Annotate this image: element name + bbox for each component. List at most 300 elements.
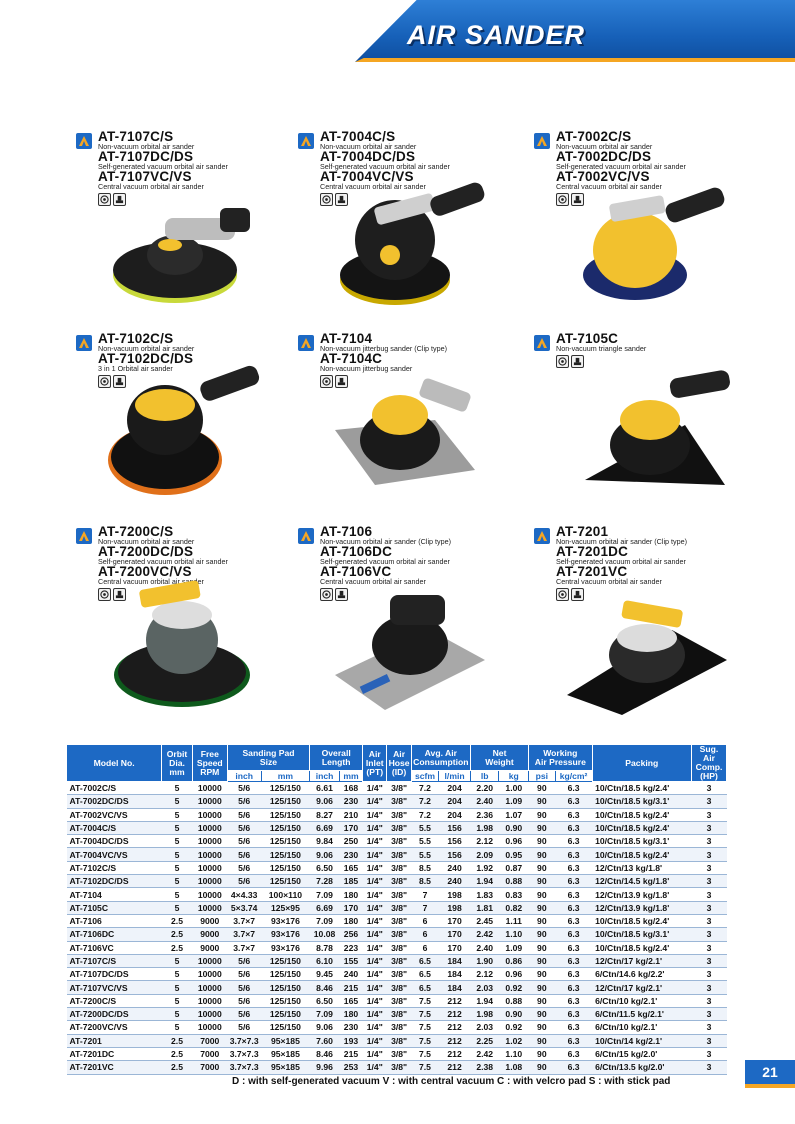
table-cell-packing: 12/Ctn/13 kg/1.8' xyxy=(592,861,691,874)
table-cell: 1/4" xyxy=(363,795,387,808)
table-row xyxy=(67,994,727,1007)
model-description: Non-vacuum orbital air sander xyxy=(98,142,195,151)
table-cell: 90 xyxy=(529,1008,555,1021)
table-cell: 1.81 xyxy=(470,901,499,914)
table-cell: 180 xyxy=(339,914,362,927)
table-cell: 253 xyxy=(339,1061,362,1074)
table-row xyxy=(67,914,727,927)
table-cell-model: AT-7002C/S xyxy=(67,782,162,795)
table-cell: 1/4" xyxy=(363,835,387,848)
tool-image-7105 xyxy=(575,370,740,495)
table-cell: 6.3 xyxy=(555,795,592,808)
table-cell: 125/150 xyxy=(261,782,310,795)
table-cell: 3.7×7.3 xyxy=(227,1061,261,1074)
table-cell: 7.28 xyxy=(310,875,340,888)
table-cell: 6.5 xyxy=(411,981,438,994)
brand-logo-icon xyxy=(298,528,314,544)
table-cell: 3 xyxy=(691,1047,726,1060)
table-cell-model: AT-7201 xyxy=(67,1034,162,1047)
table-cell: 90 xyxy=(529,954,555,967)
table-cell: 3/8" xyxy=(387,835,411,848)
model-name: AT-7200C/S xyxy=(98,524,174,539)
table-cell: 8.27 xyxy=(310,808,340,821)
table-row xyxy=(67,875,727,888)
table-cell-model: AT-7200C/S xyxy=(67,994,162,1007)
model-name: AT-7002C/S xyxy=(556,129,632,144)
orbit-pad-icon xyxy=(556,193,569,206)
table-cell: 9.06 xyxy=(310,848,340,861)
table-cell: 6.5 xyxy=(411,954,438,967)
tool-image-7107 xyxy=(110,200,260,310)
table-cell: 6.3 xyxy=(555,1021,592,1034)
table-cell: 1/4" xyxy=(363,1034,387,1047)
model-name: AT-7107DC/DS xyxy=(98,149,194,164)
brand-logo-icon xyxy=(76,133,92,149)
table-cell: 240 xyxy=(439,861,471,874)
table-cell: 170 xyxy=(439,928,471,941)
table-cell: 93×176 xyxy=(261,914,310,927)
table-cell-packing: 6/Ctn/13.5 kg/2.0' xyxy=(592,1061,691,1074)
col-pad: Sanding Pad Size xyxy=(227,745,310,771)
table-cell: 2.12 xyxy=(470,968,499,981)
model-description: Self-generated vacuum orbital air sander xyxy=(98,557,228,566)
table-cell-model: AT-7105C xyxy=(67,901,162,914)
table-cell: 6.61 xyxy=(310,782,340,795)
table-cell: 90 xyxy=(529,1021,555,1034)
table-cell: 7.5 xyxy=(411,1061,438,1074)
table-cell: 1/4" xyxy=(363,1061,387,1074)
model-name: AT-7106VC xyxy=(320,564,392,579)
table-cell: 6.3 xyxy=(555,928,592,941)
table-cell: 204 xyxy=(439,808,471,821)
table-cell: 6.3 xyxy=(555,914,592,927)
table-cell: 0.83 xyxy=(499,888,529,901)
table-cell: 3/8" xyxy=(387,954,411,967)
model-name: AT-7104 xyxy=(320,331,373,346)
table-cell: 2.03 xyxy=(470,1021,499,1034)
table-cell-packing: 10/Ctn/18.5 kg/2.4' xyxy=(592,941,691,954)
model-name: AT-7201DC xyxy=(556,544,629,559)
model-name: AT-7201 xyxy=(556,524,609,539)
table-cell: 125/150 xyxy=(261,848,310,861)
table-cell: 90 xyxy=(529,888,555,901)
table-cell: 10000 xyxy=(192,875,227,888)
table-cell: 198 xyxy=(439,888,471,901)
orbit-pad-icon xyxy=(556,355,569,368)
table-cell-model: AT-7107VC/VS xyxy=(67,981,162,994)
table-cell: 6 xyxy=(411,941,438,954)
table-row xyxy=(67,968,727,981)
table-cell: 1.90 xyxy=(470,954,499,967)
table-cell: 6.3 xyxy=(555,994,592,1007)
table-cell-packing: 12/Ctn/17 kg/2.1' xyxy=(592,954,691,967)
table-cell: 2.40 xyxy=(470,795,499,808)
table-cell: 2.03 xyxy=(470,981,499,994)
table-cell: 2.12 xyxy=(470,835,499,848)
sub-pressure-kgcm2: kg/cm² xyxy=(555,771,592,782)
feature-icons xyxy=(556,355,774,368)
table-cell: 1/4" xyxy=(363,861,387,874)
table-cell: 0.96 xyxy=(499,968,529,981)
sub-pad-inch: inch xyxy=(227,771,261,782)
table-cell: 165 xyxy=(339,861,362,874)
table-cell: 210 xyxy=(339,808,362,821)
sub-pad-mm: mm xyxy=(261,771,310,782)
table-cell-packing: 6/Ctn/11.5 kg/2.1' xyxy=(592,1008,691,1021)
table-cell: 4×4.33 xyxy=(227,888,261,901)
table-cell: 3/8" xyxy=(387,994,411,1007)
table-cell: 212 xyxy=(439,1061,471,1074)
table-cell-packing: 6/Ctn/15 kg/2.0' xyxy=(592,1047,691,1060)
table-cell: 6.3 xyxy=(555,1061,592,1074)
table-cell: 6.3 xyxy=(555,1047,592,1060)
table-cell: 1/4" xyxy=(363,981,387,994)
model-name: AT-7200DC/DS xyxy=(98,544,194,559)
table-cell: 2.09 xyxy=(470,848,499,861)
model-name: AT-7107C/S xyxy=(98,129,174,144)
table-cell: 5/6 xyxy=(227,821,261,834)
table-cell: 1.92 xyxy=(470,861,499,874)
table-cell: 3 xyxy=(691,861,726,874)
table-cell-model: AT-7107DC/DS xyxy=(67,968,162,981)
table-cell: 3/8" xyxy=(387,821,411,834)
table-cell: 5 xyxy=(162,888,193,901)
table-cell: 6.3 xyxy=(555,968,592,981)
header-stripe xyxy=(355,58,795,62)
table-cell: 90 xyxy=(529,848,555,861)
table-cell: 0.90 xyxy=(499,821,529,834)
table-cell: 10000 xyxy=(192,821,227,834)
col-model: Model No. xyxy=(67,745,162,782)
model-name: AT-7200VC/VS xyxy=(98,564,192,579)
col-packing: Packing xyxy=(592,745,691,782)
table-cell: 6.3 xyxy=(555,941,592,954)
table-cell: 1.98 xyxy=(470,821,499,834)
table-cell: 10000 xyxy=(192,808,227,821)
table-cell: 5 xyxy=(162,782,193,795)
col-length: Overall Length xyxy=(310,745,363,771)
table-cell: 5 xyxy=(162,1008,193,1021)
table-cell: 9000 xyxy=(192,914,227,927)
table-cell: 1/4" xyxy=(363,782,387,795)
table-cell: 5 xyxy=(162,835,193,848)
table-cell: 10000 xyxy=(192,1021,227,1034)
table-cell-model: AT-7002VC/VS xyxy=(67,808,162,821)
table-cell: 5/6 xyxy=(227,848,261,861)
table-cell-packing: 10/Ctn/18.5 kg/2.4' xyxy=(592,808,691,821)
table-cell: 90 xyxy=(529,994,555,1007)
table-cell-model: AT-7200DC/DS xyxy=(67,1008,162,1021)
table-cell-model: AT-7104 xyxy=(67,888,162,901)
model-name: AT-7102C/S xyxy=(98,331,174,346)
table-row xyxy=(67,1047,727,1060)
table-cell: 7 xyxy=(411,888,438,901)
table-cell: 5/6 xyxy=(227,968,261,981)
table-cell: 9.84 xyxy=(310,835,340,848)
table-cell: 125/150 xyxy=(261,994,310,1007)
product-block xyxy=(534,333,774,368)
table-cell: 10000 xyxy=(192,861,227,874)
col-comp: Sug. Air Comp. (HP) xyxy=(691,745,726,782)
table-cell: 250 xyxy=(339,835,362,848)
table-cell: 6.69 xyxy=(310,901,340,914)
col-inlet: Air Inlet (PT) xyxy=(363,745,387,782)
table-cell-model: AT-7106DC xyxy=(67,928,162,941)
table-cell: 1/4" xyxy=(363,875,387,888)
table-cell: 5 xyxy=(162,861,193,874)
table-cell: 0.92 xyxy=(499,981,529,994)
table-cell: 3/8" xyxy=(387,941,411,954)
table-cell: 1/4" xyxy=(363,928,387,941)
tool-image-7201 xyxy=(562,600,732,715)
table-cell: 170 xyxy=(439,941,471,954)
table-cell-packing: 10/Ctn/18.5 kg/3.1' xyxy=(592,928,691,941)
table-cell: 1/4" xyxy=(363,954,387,967)
table-cell: 1.08 xyxy=(499,1061,529,1074)
table-cell: 10000 xyxy=(192,954,227,967)
table-cell: 7.09 xyxy=(310,1008,340,1021)
sub-length-inch: inch xyxy=(310,771,340,782)
table-row xyxy=(67,981,727,994)
table-cell: 5.5 xyxy=(411,835,438,848)
table-cell: 1/4" xyxy=(363,1047,387,1060)
table-cell-model: AT-7106 xyxy=(67,914,162,927)
table-cell: 10000 xyxy=(192,795,227,808)
table-cell: 9.06 xyxy=(310,795,340,808)
table-cell-packing: 10/Ctn/18.5 kg/2.4' xyxy=(592,848,691,861)
table-cell: 212 xyxy=(439,994,471,1007)
table-cell: 240 xyxy=(339,968,362,981)
table-cell: 156 xyxy=(439,835,471,848)
table-cell: 230 xyxy=(339,848,362,861)
table-cell: 125/150 xyxy=(261,835,310,848)
table-cell: 204 xyxy=(439,795,471,808)
model-description: Non-vacuum orbital air sander xyxy=(556,142,653,151)
tool-image-7004 xyxy=(335,180,495,310)
table-cell: 10000 xyxy=(192,968,227,981)
table-cell: 170 xyxy=(339,821,362,834)
table-cell: 6.3 xyxy=(555,901,592,914)
table-cell: 184 xyxy=(439,981,471,994)
table-cell-packing: 6/Ctn/10 kg/2.1' xyxy=(592,994,691,1007)
table-cell: 3.7×7 xyxy=(227,928,261,941)
table-cell: 5/6 xyxy=(227,875,261,888)
table-cell: 90 xyxy=(529,941,555,954)
table-cell: 3/8" xyxy=(387,1047,411,1060)
table-cell: 3 xyxy=(691,888,726,901)
table-cell: 184 xyxy=(439,968,471,981)
model-description: Self-generated vacuum orbital air sander xyxy=(556,557,686,566)
table-cell: 1.10 xyxy=(499,1047,529,1060)
table-cell: 9000 xyxy=(192,941,227,954)
table-cell: 6.3 xyxy=(555,888,592,901)
tool-image-7106 xyxy=(330,590,490,715)
table-cell: 230 xyxy=(339,1021,362,1034)
table-cell: 125/150 xyxy=(261,968,310,981)
table-cell: 180 xyxy=(339,888,362,901)
table-cell: 3/8" xyxy=(387,808,411,821)
table-cell: 90 xyxy=(529,795,555,808)
table-cell: 3/8" xyxy=(387,782,411,795)
table-cell: 2.5 xyxy=(162,914,193,927)
table-cell: 5 xyxy=(162,981,193,994)
table-cell: 165 xyxy=(339,994,362,1007)
table-row xyxy=(67,928,727,941)
table-cell: 3.7×7 xyxy=(227,914,261,927)
table-cell: 3/8" xyxy=(387,888,411,901)
table-cell: 93×176 xyxy=(261,941,310,954)
table-cell: 90 xyxy=(529,968,555,981)
table-row xyxy=(67,821,727,834)
table-header-row xyxy=(67,745,727,771)
model-name: AT-7004DC/DS xyxy=(320,149,416,164)
table-cell-packing: 10/Ctn/18.5 kg/2.4' xyxy=(592,821,691,834)
table-cell: 10000 xyxy=(192,901,227,914)
table-cell: 3 xyxy=(691,1008,726,1021)
table-cell: 93×176 xyxy=(261,928,310,941)
table-cell: 2.5 xyxy=(162,941,193,954)
table-cell: 230 xyxy=(339,795,362,808)
table-cell: 1/4" xyxy=(363,808,387,821)
table-cell: 5 xyxy=(162,901,193,914)
table-cell: 2.5 xyxy=(162,1034,193,1047)
table-cell: 1.00 xyxy=(499,782,529,795)
table-cell: 7.5 xyxy=(411,1034,438,1047)
table-cell: 5 xyxy=(162,875,193,888)
table-cell: 5/6 xyxy=(227,808,261,821)
table-cell: 5/6 xyxy=(227,795,261,808)
table-cell: 204 xyxy=(439,782,471,795)
table-cell: 2.42 xyxy=(470,928,499,941)
model-description: Central vacuum orbital air sander xyxy=(98,182,204,191)
table-cell: 90 xyxy=(529,928,555,941)
table-cell: 125/150 xyxy=(261,875,310,888)
table-cell: 90 xyxy=(529,782,555,795)
table-cell-packing: 12/Ctn/14.5 kg/1.8' xyxy=(592,875,691,888)
product-names xyxy=(556,333,774,368)
product-names xyxy=(556,526,774,601)
table-cell: 7.60 xyxy=(310,1034,340,1047)
table-cell: 212 xyxy=(439,1021,471,1034)
table-cell: 215 xyxy=(339,981,362,994)
table-cell: 10000 xyxy=(192,981,227,994)
model-description: Central vacuum orbital air sander xyxy=(556,577,662,586)
table-cell: 90 xyxy=(529,981,555,994)
table-cell: 3 xyxy=(691,808,726,821)
table-cell: 2.36 xyxy=(470,808,499,821)
table-cell: 3 xyxy=(691,981,726,994)
table-cell: 6.3 xyxy=(555,848,592,861)
table-cell: 5/6 xyxy=(227,782,261,795)
table-cell: 6.50 xyxy=(310,994,340,1007)
table-cell: 240 xyxy=(439,875,471,888)
table-row xyxy=(67,1008,727,1021)
table-cell: 5/6 xyxy=(227,861,261,874)
table-row xyxy=(67,861,727,874)
table-cell: 6.3 xyxy=(555,861,592,874)
model-name: AT-7002DC/DS xyxy=(556,149,652,164)
table-cell: 125/150 xyxy=(261,954,310,967)
page-number-stripe xyxy=(745,1084,795,1088)
table-cell: 2.45 xyxy=(470,914,499,927)
table-cell: 1.09 xyxy=(499,795,529,808)
model-description: Non-vacuum jitterbug sander (Clip type) xyxy=(320,344,448,353)
table-cell: 5 xyxy=(162,954,193,967)
table-cell: 9.96 xyxy=(310,1061,340,1074)
table-cell: 3 xyxy=(691,782,726,795)
table-cell: 7.2 xyxy=(411,795,438,808)
table-row xyxy=(67,1034,727,1047)
table-row xyxy=(67,941,727,954)
sub-cons-lmin: l/min xyxy=(439,771,471,782)
table-cell: 6.50 xyxy=(310,861,340,874)
table-cell: 1.07 xyxy=(499,808,529,821)
table-cell: 1.09 xyxy=(499,941,529,954)
table-cell: 3/8" xyxy=(387,848,411,861)
table-cell: 3/8" xyxy=(387,981,411,994)
table-cell: 6 xyxy=(411,928,438,941)
table-cell: 3 xyxy=(691,1061,726,1074)
table-cell: 6.5 xyxy=(411,968,438,981)
table-cell: 212 xyxy=(439,1008,471,1021)
model-description: Central vacuum orbital air sander xyxy=(320,577,426,586)
table-cell: 184 xyxy=(439,954,471,967)
table-cell: 5 xyxy=(162,994,193,1007)
brand-logo-icon xyxy=(298,335,314,351)
table-cell: 10000 xyxy=(192,848,227,861)
table-cell: 212 xyxy=(439,1047,471,1060)
model-description: 3 in 1 Orbital air sander xyxy=(98,364,173,373)
table-cell: 5/6 xyxy=(227,981,261,994)
col-hose: Air Hose (ID) xyxy=(387,745,411,782)
table-cell-model: AT-7200VC/VS xyxy=(67,1021,162,1034)
table-cell: 7000 xyxy=(192,1061,227,1074)
table-row xyxy=(67,848,727,861)
table-cell-packing: 10/Ctn/18.5 kg/3.1' xyxy=(592,795,691,808)
table-cell-model: AT-7002DC/DS xyxy=(67,795,162,808)
table-cell-packing: 6/Ctn/10 kg/2.1' xyxy=(592,1021,691,1034)
table-cell: 6.3 xyxy=(555,1034,592,1047)
model-description: Central vacuum orbital air sander xyxy=(98,577,204,586)
table-cell: 95×185 xyxy=(261,1034,310,1047)
table-cell: 3 xyxy=(691,968,726,981)
table-cell: 8.46 xyxy=(310,981,340,994)
model-name: AT-7104C xyxy=(320,351,383,366)
table-cell: 3 xyxy=(691,994,726,1007)
page-number: 21 xyxy=(745,1060,795,1084)
model-name: AT-7002VC/VS xyxy=(556,169,650,184)
table-cell: 3 xyxy=(691,795,726,808)
table-cell: 168 xyxy=(339,782,362,795)
table-row xyxy=(67,808,727,821)
table-cell: 9.06 xyxy=(310,1021,340,1034)
table-cell: 8.78 xyxy=(310,941,340,954)
table-cell: 9.45 xyxy=(310,968,340,981)
table-cell: 0.87 xyxy=(499,861,529,874)
table-cell-packing: 10/Ctn/18.5 kg/2.4' xyxy=(592,782,691,795)
spec-table xyxy=(66,744,727,1075)
table-cell: 3 xyxy=(691,848,726,861)
table-cell-model: AT-7201VC xyxy=(67,1061,162,1074)
table-cell: 1.94 xyxy=(470,994,499,1007)
table-cell: 6.3 xyxy=(555,1008,592,1021)
col-weight: Net Weight xyxy=(470,745,528,771)
brand-logo-icon xyxy=(534,528,550,544)
page-title: AIR SANDER xyxy=(406,20,585,50)
table-cell: 125/150 xyxy=(261,1008,310,1021)
table-cell: 100×110 xyxy=(261,888,310,901)
table-cell: 6.3 xyxy=(555,981,592,994)
